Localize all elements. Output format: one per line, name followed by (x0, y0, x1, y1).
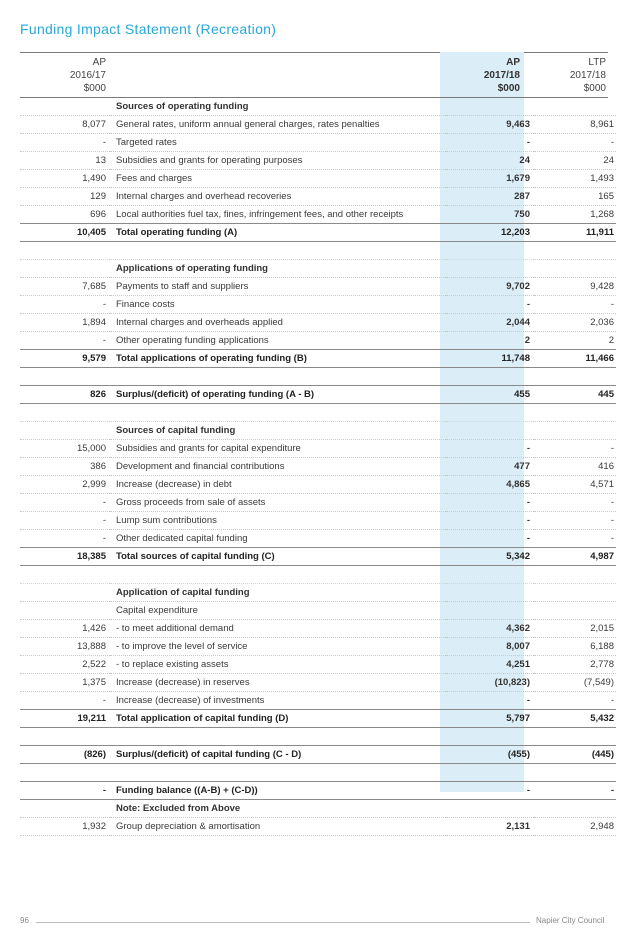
value-ltp-2017: - (534, 296, 616, 314)
row-label: Increase (decrease) of investments (110, 692, 446, 710)
value-ltp-2017 (534, 602, 616, 620)
value-ap-2016: 386 (20, 458, 110, 476)
value-ap-2017: - (446, 134, 534, 152)
value-ap-2017: 4,865 (446, 476, 534, 494)
col1-line2: 2016/17 (69, 70, 106, 81)
value-ap-2017: - (446, 296, 534, 314)
value-ap-2016: 10,405 (20, 224, 110, 242)
value-ltp-2017: 445 (534, 386, 616, 404)
row-label: Other operating funding applications (110, 332, 446, 350)
table-row (20, 476, 616, 494)
value-ap-2016: 2,999 (20, 476, 110, 494)
value-ltp-2017: 6,188 (534, 638, 616, 656)
page-number: 96 (20, 916, 29, 925)
section-heading-row (20, 422, 616, 440)
value-ap-2016: 1,375 (20, 674, 110, 692)
value-ap-2017: 24 (446, 152, 534, 170)
value-ap-2017 (446, 422, 534, 440)
row-label: Sources of operating funding (110, 98, 446, 116)
value-ap-2017: 8,007 (446, 638, 534, 656)
value-ltp-2017: 165 (534, 188, 616, 206)
col3-line2: 2017/18 (483, 70, 520, 81)
value-ltp-2017: 1,268 (534, 206, 616, 224)
value-ltp-2017 (534, 800, 616, 818)
row-label: Other dedicated capital funding (110, 530, 446, 548)
table-row (20, 188, 616, 206)
value-ap-2016 (20, 764, 110, 782)
value-ap-2016: (826) (20, 746, 110, 764)
value-ltp-2017: - (534, 512, 616, 530)
table-row (20, 638, 616, 656)
row-label: Group depreciation & amortisation (110, 818, 446, 836)
row-label: Payments to staff and suppliers (110, 278, 446, 296)
table-row (20, 494, 616, 512)
value-ap-2017 (446, 242, 534, 260)
value-ap-2016: 19,211 (20, 710, 110, 728)
table-row (20, 818, 616, 836)
table-row (20, 314, 616, 332)
value-ap-2016: - (20, 134, 110, 152)
value-ap-2016 (20, 260, 110, 278)
row-label: Increase (decrease) in debt (110, 476, 446, 494)
value-ltp-2017 (534, 98, 616, 116)
value-ap-2017: 11,748 (446, 350, 534, 368)
value-ap-2016: - (20, 296, 110, 314)
total-row (20, 548, 616, 566)
value-ap-2017: 455 (446, 386, 534, 404)
footer-rule (36, 922, 530, 923)
table-row (20, 530, 616, 548)
total-row (20, 386, 616, 404)
value-ltp-2017: 2,948 (534, 818, 616, 836)
value-ltp-2017: 2,778 (534, 656, 616, 674)
value-ap-2017: 2 (446, 332, 534, 350)
row-label: Increase (decrease) in reserves (110, 674, 446, 692)
row-label: Note: Excluded from Above (110, 800, 446, 818)
col1-line3: $000 (83, 83, 106, 94)
table-row (20, 602, 616, 620)
value-ap-2016 (20, 800, 110, 818)
value-ltp-2017 (534, 260, 616, 278)
value-ltp-2017: - (534, 692, 616, 710)
table-row (20, 692, 616, 710)
value-ap-2016: 1,490 (20, 170, 110, 188)
value-ap-2016 (20, 422, 110, 440)
value-ap-2016: 8,077 (20, 116, 110, 134)
row-label: Application of capital funding (110, 584, 446, 602)
value-ap-2016: 13,888 (20, 638, 110, 656)
row-label: Total operating funding (A) (110, 224, 446, 242)
value-ap-2016: - (20, 692, 110, 710)
value-ap-2017: (10,823) (446, 674, 534, 692)
value-ap-2017 (446, 602, 534, 620)
value-ltp-2017: 416 (534, 458, 616, 476)
value-ap-2017 (446, 800, 534, 818)
row-label: Local authorities fuel tax, fines, infringement fees, and other receipts (110, 206, 446, 224)
value-ltp-2017: 4,987 (534, 548, 616, 566)
total-row (20, 782, 616, 800)
column-header-ap-2017 (440, 56, 520, 95)
row-label: Total applications of operating funding (B) (110, 350, 446, 368)
row-label: Subsidies and grants for operating purposes (110, 152, 446, 170)
spacer-row (20, 242, 616, 260)
value-ap-2017: - (446, 512, 534, 530)
value-ap-2017: (455) (446, 746, 534, 764)
column-header-ap-2016 (20, 56, 106, 95)
value-ltp-2017: 11,911 (534, 224, 616, 242)
spacer-row (20, 404, 616, 422)
table-row (20, 440, 616, 458)
value-ap-2017: 1,679 (446, 170, 534, 188)
value-ap-2016 (20, 368, 110, 386)
table-row (20, 458, 616, 476)
value-ap-2016: 18,385 (20, 548, 110, 566)
value-ap-2016: - (20, 512, 110, 530)
spacer-row (20, 566, 616, 584)
value-ltp-2017: 2,015 (534, 620, 616, 638)
value-ltp-2017: 24 (534, 152, 616, 170)
row-label: Funding balance ((A-B) + (C-D)) (110, 782, 446, 800)
col4-line3: $000 (583, 83, 606, 94)
value-ltp-2017 (534, 728, 616, 746)
row-label (110, 404, 446, 422)
section-heading-row (20, 260, 616, 278)
total-row (20, 746, 616, 764)
value-ap-2017: 750 (446, 206, 534, 224)
col3-line1: AP (506, 57, 520, 68)
table-row (20, 656, 616, 674)
value-ap-2016 (20, 584, 110, 602)
value-ap-2017 (446, 368, 534, 386)
value-ltp-2017: 9,428 (534, 278, 616, 296)
row-label: - to replace existing assets (110, 656, 446, 674)
value-ltp-2017: - (534, 782, 616, 800)
value-ap-2016: - (20, 332, 110, 350)
row-label: Total sources of capital funding (C) (110, 548, 446, 566)
row-label: - to improve the level of service (110, 638, 446, 656)
value-ap-2016: 826 (20, 386, 110, 404)
spacer-row (20, 728, 616, 746)
value-ltp-2017 (534, 422, 616, 440)
table-row (20, 278, 616, 296)
value-ap-2017: 9,463 (446, 116, 534, 134)
value-ap-2017 (446, 566, 534, 584)
table-row (20, 152, 616, 170)
value-ap-2016: - (20, 782, 110, 800)
table-row (20, 206, 616, 224)
value-ltp-2017: 8,961 (534, 116, 616, 134)
value-ap-2016: - (20, 494, 110, 512)
row-label: Development and financial contributions (110, 458, 446, 476)
value-ap-2016: 15,000 (20, 440, 110, 458)
council-name: Napier City Council (536, 916, 605, 925)
table-row (20, 512, 616, 530)
value-ap-2016: 7,685 (20, 278, 110, 296)
value-ltp-2017: 11,466 (534, 350, 616, 368)
row-label: Lump sum contributions (110, 512, 446, 530)
table-row (20, 116, 616, 134)
value-ap-2016 (20, 566, 110, 584)
value-ap-2016 (20, 404, 110, 422)
value-ap-2017 (446, 764, 534, 782)
table-row (20, 620, 616, 638)
value-ap-2017 (446, 584, 534, 602)
value-ltp-2017 (534, 368, 616, 386)
value-ap-2016 (20, 242, 110, 260)
row-label: General rates, uniform annual general charges, rates penalties (110, 116, 446, 134)
page-title: Funding Impact Statement (Recreation) (20, 21, 277, 37)
value-ap-2017: 4,251 (446, 656, 534, 674)
row-label: - to meet additional demand (110, 620, 446, 638)
value-ap-2017: 2,044 (446, 314, 534, 332)
value-ap-2017: 477 (446, 458, 534, 476)
value-ap-2017 (446, 260, 534, 278)
value-ap-2016: 9,579 (20, 350, 110, 368)
value-ap-2017: - (446, 692, 534, 710)
value-ltp-2017 (534, 404, 616, 422)
value-ap-2017: 5,797 (446, 710, 534, 728)
value-ap-2017: 12,203 (446, 224, 534, 242)
row-label: Applications of operating funding (110, 260, 446, 278)
value-ltp-2017: 2 (534, 332, 616, 350)
value-ap-2017: 4,362 (446, 620, 534, 638)
value-ap-2016: 13 (20, 152, 110, 170)
value-ap-2016: 1,894 (20, 314, 110, 332)
row-label: Gross proceeds from sale of assets (110, 494, 446, 512)
value-ltp-2017: 5,432 (534, 710, 616, 728)
value-ap-2017 (446, 404, 534, 422)
value-ltp-2017: - (534, 530, 616, 548)
row-label: Targeted rates (110, 134, 446, 152)
row-label: Internal charges and overheads applied (110, 314, 446, 332)
total-row (20, 224, 616, 242)
value-ltp-2017 (534, 584, 616, 602)
value-ap-2017 (446, 98, 534, 116)
section-heading-row (20, 98, 616, 116)
value-ltp-2017 (534, 242, 616, 260)
row-label (110, 368, 446, 386)
col3-line3: $000 (497, 83, 520, 94)
value-ltp-2017: 2,036 (534, 314, 616, 332)
row-label: Finance costs (110, 296, 446, 314)
row-label: Sources of capital funding (110, 422, 446, 440)
value-ltp-2017: - (534, 494, 616, 512)
value-ap-2016: 696 (20, 206, 110, 224)
spacer-row (20, 368, 616, 386)
value-ap-2016: 1,426 (20, 620, 110, 638)
table-row (20, 332, 616, 350)
value-ap-2017: - (446, 782, 534, 800)
value-ltp-2017: (445) (534, 746, 616, 764)
value-ap-2016: 129 (20, 188, 110, 206)
table-row (20, 296, 616, 314)
row-label (110, 728, 446, 746)
value-ap-2017: 2,131 (446, 818, 534, 836)
table-row (20, 134, 616, 152)
value-ap-2017 (446, 728, 534, 746)
col4-line1: LTP (588, 57, 606, 68)
row-label: Internal charges and overhead recoveries (110, 188, 446, 206)
row-label: Fees and charges (110, 170, 446, 188)
total-row (20, 350, 616, 368)
spacer-row (20, 764, 616, 782)
value-ap-2017: - (446, 494, 534, 512)
table-row (20, 674, 616, 692)
row-label (110, 242, 446, 260)
value-ltp-2017: 1,493 (534, 170, 616, 188)
table-row (20, 170, 616, 188)
total-row (20, 710, 616, 728)
funding-impact-table (20, 98, 616, 836)
value-ltp-2017: 4,571 (534, 476, 616, 494)
row-label (110, 764, 446, 782)
section-heading-row (20, 584, 616, 602)
value-ltp-2017: - (534, 440, 616, 458)
value-ltp-2017 (534, 764, 616, 782)
value-ap-2016 (20, 728, 110, 746)
row-label (110, 566, 446, 584)
value-ap-2016: 2,522 (20, 656, 110, 674)
value-ap-2017: - (446, 440, 534, 458)
section-heading-row (20, 800, 616, 818)
value-ap-2016: - (20, 530, 110, 548)
row-label: Total application of capital funding (D) (110, 710, 446, 728)
row-label: Surplus/(deficit) of capital funding (C - D) (110, 746, 446, 764)
value-ltp-2017 (534, 566, 616, 584)
value-ltp-2017: (7,549) (534, 674, 616, 692)
value-ap-2016: 1,932 (20, 818, 110, 836)
value-ap-2016 (20, 98, 110, 116)
value-ap-2016 (20, 602, 110, 620)
value-ap-2017: 9,702 (446, 278, 534, 296)
column-header-ltp-2017 (526, 56, 606, 95)
col4-line2: 2017/18 (569, 70, 606, 81)
row-label: Surplus/(deficit) of operating funding (A - B) (110, 386, 446, 404)
col1-line1: AP (92, 57, 106, 68)
row-label: Capital expenditure (110, 602, 446, 620)
row-label: Subsidies and grants for capital expenditure (110, 440, 446, 458)
value-ap-2017: 5,342 (446, 548, 534, 566)
value-ltp-2017: - (534, 134, 616, 152)
value-ap-2017: 287 (446, 188, 534, 206)
value-ap-2017: - (446, 530, 534, 548)
